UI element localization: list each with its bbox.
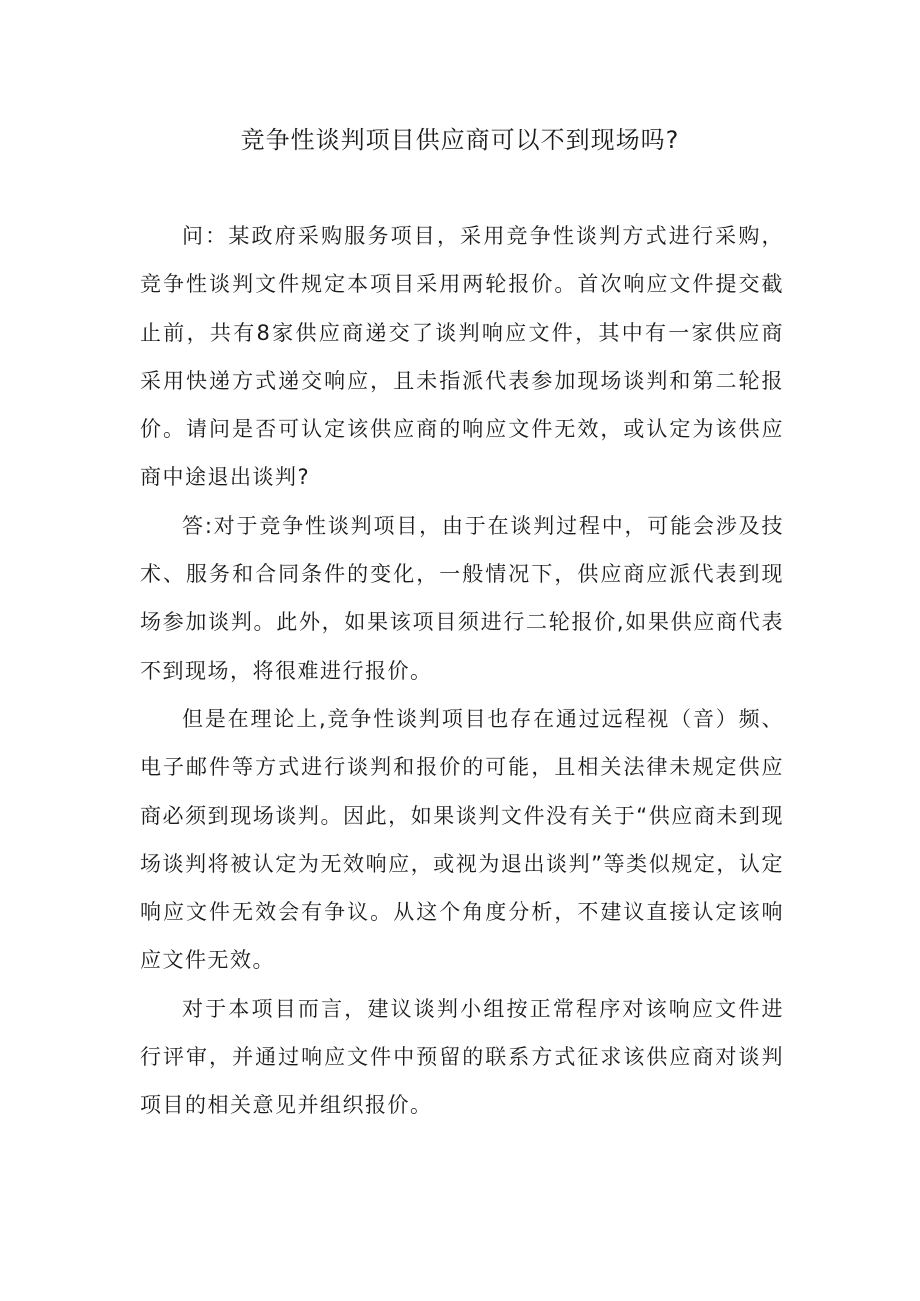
theory-paragraph: 但是在理论上,竞争性谈判项目也存在通过远程视（音）频、电子邮件等方式进行谈判和报价的可能，且相关法律未规定供应商必须到现场谈判。因此，如果谈判文件没有关于“供应商未到现场谈判将被认定为无效响应，或视为退出谈判”等类似规定，认定响应文件无效会有争议。从这个角度分析，不建议直接认定该响应文件无效。 — [140, 706, 784, 973]
question-paragraph: 问：某政府采购服务项目，采用竞争性谈判方式进行采购，竞争性谈判文件规定本项目采用两轮报价。首次响应文件提交截止前，共有8家供应商递交了谈判响应文件，其中有一家供应商采用快递方式递交响应，且未指派代表参加现场谈判和第二轮报价。请问是否可认定该供应商的响应文件无效，或认定为该供应商中途退出谈判? — [140, 224, 784, 490]
document-body — [140, 212, 784, 1130]
document-title: 竞争性谈判项目供应商可以不到现场吗? — [240, 126, 680, 154]
recommendation-paragraph: 对于本项目而言，建议谈判小组按正常程序对该响应文件进行评审，并通过响应文件中预留的联系方式征求该供应商对谈判项目的相关意见并组织报价。 — [140, 996, 784, 1118]
answer-paragraph: 答:对于竞争性谈判项目，由于在谈判过程中，可能会涉及技术、服务和合同条件的变化，一般情况下，供应商应派代表到现场参加谈判。此外，如果该项目须进行二轮报价,如果供应商代表不到现场，将很难进行报价。 — [140, 513, 784, 683]
